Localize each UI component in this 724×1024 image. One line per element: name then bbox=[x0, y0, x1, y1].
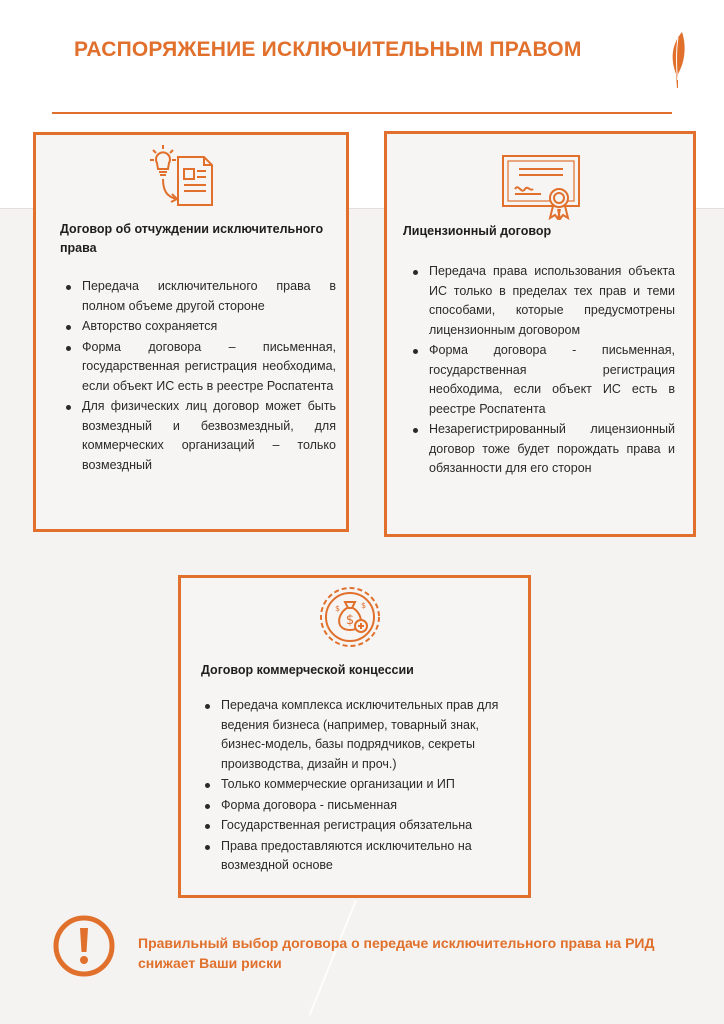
title-rule bbox=[52, 112, 672, 114]
list-item: Государственная регистрация обязательна bbox=[203, 816, 503, 836]
list-item: Передача исключительного права в полном объеме другой стороне bbox=[64, 277, 336, 316]
card-bullet-list bbox=[203, 696, 503, 877]
money-bag-icon bbox=[319, 586, 381, 648]
list-item: Передача комплекса исключительных прав для ведения бизнеса (например, товарный знак, бизнес-модель, базы подрядчиков, секреты производства, дизайн и проч.) bbox=[203, 696, 503, 774]
card-title: Лицензионный договор bbox=[403, 224, 552, 238]
card-commercial-concession bbox=[178, 575, 531, 898]
list-item: Незарегистрированный лицензионный договор тоже будет порождать права и обязанности для его сторон bbox=[411, 420, 675, 479]
card-bullet-list bbox=[411, 262, 675, 480]
svg-text:$: $ bbox=[345, 613, 355, 628]
list-item: Передача права использования объекта ИС только в пределах тех прав и теми способами, которые предусмотрены лицензионным договором bbox=[411, 262, 675, 340]
list-item: Права предоставляются исключительно на возмездной основе bbox=[203, 837, 503, 876]
certificate-icon bbox=[501, 154, 583, 220]
list-item: Только коммерческие организации и ИП bbox=[203, 775, 503, 795]
bottom-note: Правильный выбор договора о передаче исключительного права на РИД снижает Ваши риски bbox=[138, 935, 655, 971]
card-alienation-agreement bbox=[33, 132, 349, 532]
card-title: Договор об отчуждении исключительного права bbox=[60, 222, 324, 255]
card-title: Договор коммерческой концессии bbox=[201, 663, 414, 677]
svg-text:$: $ bbox=[361, 601, 367, 610]
list-item: Форма договора - письменная bbox=[203, 796, 503, 816]
idea-document-icon bbox=[150, 143, 226, 213]
page-title: РАСПОРЯЖЕНИЕ ИСКЛЮЧИТЕЛЬНЫМ ПРАВОМ bbox=[74, 38, 582, 61]
card-bullet-list bbox=[64, 277, 336, 476]
svg-text:$: $ bbox=[335, 604, 341, 613]
feather-icon bbox=[668, 30, 690, 90]
list-item: Авторство сохраняется bbox=[64, 317, 336, 337]
exclamation-icon bbox=[52, 914, 116, 978]
card-license-agreement bbox=[384, 131, 696, 537]
list-item: Для физических лиц договор может быть возмездный и безвозмездный, для коммерческих организаций – только возмездный bbox=[64, 397, 336, 475]
list-item: Форма договора - письменная, государственная регистрация необходима, если объект ИС есть в реестре Роспатента bbox=[411, 341, 675, 419]
list-item: Форма договора – письменная, государственная регистрация необходима, если объект ИС есть в реестре Роспатента bbox=[64, 338, 336, 397]
